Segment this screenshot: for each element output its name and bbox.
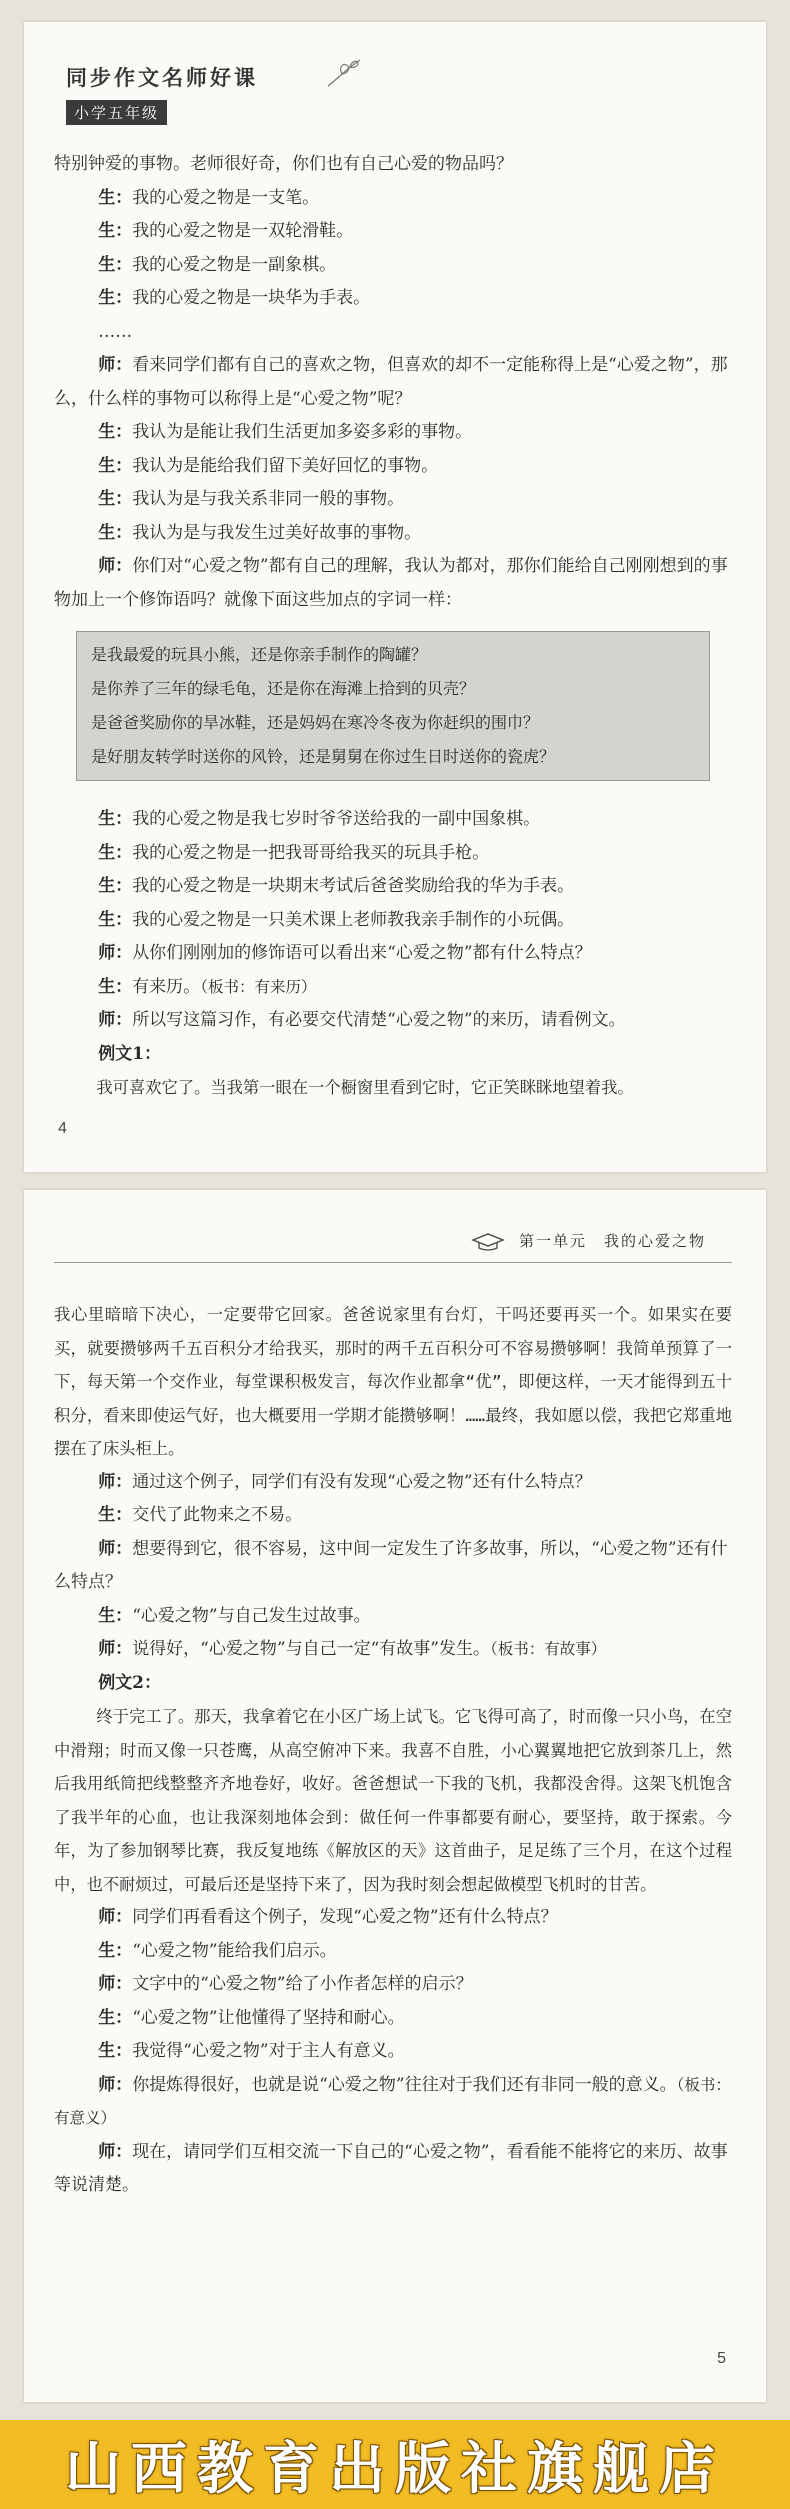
blackboard-note: （板书：有故事） xyxy=(489,1640,607,1658)
line-text: 同学们再看看这个例子，发现“心爱之物”还有什么特点？ xyxy=(132,1907,558,1927)
speaker-label: 师： xyxy=(98,943,133,963)
line-text: 我的心爱之物是一把我哥哥给我买的玩具手枪。 xyxy=(132,842,490,863)
unit-header xyxy=(471,1230,706,1251)
dialogue-line xyxy=(54,1968,732,2002)
example-phrase: 是好朋友转学时送你的风铃，还是舅舅在你过生日时送你的瓷虎？ xyxy=(91,747,556,766)
book-page-5 xyxy=(24,1190,766,2402)
speaker-label: 师： xyxy=(98,2074,133,2095)
dialogue-line xyxy=(54,1667,732,1701)
example-phrases-box xyxy=(76,631,710,781)
unit-title: 第一单元 我的心爱之物 xyxy=(518,1232,706,1250)
leaf-icon xyxy=(324,56,364,90)
book-page-4 xyxy=(24,22,766,1172)
line-text: 我的心爱之物是一块期末考试后爸爸奖励给我的华为手表。 xyxy=(132,876,575,896)
line-text: 看来同学们都有自己的喜欢之物，但喜欢的却不一定能称得上是“心爱之物”，那么，什么样的事物可以称得上是“心爱之物”呢？ xyxy=(54,355,728,409)
line-text: 我的心爱之物是一块华为手表。 xyxy=(132,288,371,308)
dialogue-line xyxy=(54,2035,732,2069)
speaker-label: 生： xyxy=(98,2041,133,2061)
text-line xyxy=(54,316,732,350)
line-text: 我认为是与我发生过美好故事的事物。 xyxy=(132,522,422,543)
speaker-label: 生： xyxy=(98,1605,133,1626)
speaker-label: 生： xyxy=(98,1505,133,1525)
line-text: 想要得到它，很不容易，这中间一定发生了许多故事，所以，“心爱之物”还有什么特点？ xyxy=(54,1538,728,1592)
dialogue-line xyxy=(54,517,732,551)
header-rule xyxy=(54,1262,732,1263)
dialogue-line xyxy=(54,837,732,871)
speaker-label: 生： xyxy=(98,909,133,930)
speaker-label: 生： xyxy=(98,288,133,308)
dialogue-line xyxy=(54,1600,732,1634)
dialogue-line xyxy=(54,483,732,517)
graduation-cap-icon xyxy=(471,1231,505,1251)
line-text: 我的心爱之物是我七岁时爷爷送给我的一副中国象棋。 xyxy=(132,809,541,829)
dialogue-line xyxy=(54,182,732,216)
blackboard-note: （板书：有来历） xyxy=(200,977,317,996)
blackboard-note: （板书：有意义） xyxy=(54,2075,731,2127)
page-number: 4 xyxy=(58,1120,67,1137)
line-text: 我觉得“心爱之物”对于主人有意义。 xyxy=(132,2041,405,2061)
dialogue-line xyxy=(54,2002,732,2036)
speaker-label: 生： xyxy=(98,489,133,509)
speaker-label: 生： xyxy=(98,842,133,863)
dialogue-line xyxy=(54,904,732,938)
dialogue-line xyxy=(54,1038,732,1072)
dialogue-line xyxy=(54,2069,732,2136)
dialogue-line xyxy=(54,1004,732,1038)
speaker-label: 师： xyxy=(98,1471,133,1492)
line-text: 我认为是能给我们留下美好回忆的事物。 xyxy=(132,455,439,476)
line-text: 我的心爱之物是一双轮滑鞋。 xyxy=(132,221,354,241)
line-text: 我的心爱之物是一只美术课上老师教我亲手制作的小玩偶。 xyxy=(132,909,575,930)
line-text: 通过这个例子，同学们有没有发现“心爱之物”还有什么特点？ xyxy=(132,1471,592,1492)
speaker-label: 生： xyxy=(98,422,133,442)
dialogue-line xyxy=(54,1633,732,1667)
line-text: 你提炼得很好，也就是说“心爱之物”往往对于我们还有非同一般的意义。 xyxy=(132,2074,677,2095)
line-text: 我认为是与我关系非同一般的事物。 xyxy=(132,489,405,509)
book-header xyxy=(66,62,258,125)
dialogue-line xyxy=(54,550,732,617)
dialogue-line xyxy=(54,1466,732,1500)
speaker-label: 生： xyxy=(98,976,133,997)
speaker-label: 师： xyxy=(98,1639,133,1659)
page-number: 5 xyxy=(717,2350,726,2367)
line-text: …… xyxy=(98,321,133,342)
speaker-label: 师： xyxy=(98,1010,133,1030)
dialogue-line xyxy=(54,1935,732,1969)
store-name: 山西教育出版社旗舰店 xyxy=(65,2436,725,2502)
example-essay-text: 我心里暗暗下决心，一定要带它回家。爸爸说家里有台灯，干吗还要再买一个。如果实在要买，就要攒够两千五百积分才给我买，那时的两千五百积分可不容易攒够啊！我简单预算了一下，每天第一个交作业，每堂课积极发言，每次作业都拿“优”，即便这样，一天才能得到五十积分，看来即使运气好，也大概要用一学期才能攒够啊！……最终，我如愿以偿，我把它郑重地摆在了床头柜上。 xyxy=(54,1305,732,1458)
example-essay-text: 我可喜欢它了。当我第一眼在一个橱窗里看到它时，它正笑眯眯地望着我。 xyxy=(96,1078,634,1097)
dialogue-line xyxy=(54,870,732,904)
line-text: “心爱之物”与自己发生过故事。 xyxy=(132,1605,371,1626)
line-text: “心爱之物”能给我们启示。 xyxy=(132,1940,337,1961)
line-text: 你们对“心爱之物”都有自己的理解，我认为都对，那你们能给自己刚刚想到的事物加上一个修饰语吗？就像下面这些加点的字词一样： xyxy=(54,556,728,610)
dialogue-line xyxy=(54,215,732,249)
dialogue-line xyxy=(54,349,732,416)
dialogue-line xyxy=(54,249,732,283)
line-text: 我的心爱之物是一支笔。 xyxy=(132,187,320,208)
dialogue-line xyxy=(54,1533,732,1600)
speaker-label: 师： xyxy=(98,1907,133,1927)
speaker-label: 生： xyxy=(98,254,133,275)
line-text: 从你们刚刚加的修饰语可以看出来“心爱之物”都有什么特点？ xyxy=(132,943,592,963)
speaker-label: 师： xyxy=(98,2141,133,2162)
dialogue-line xyxy=(54,1499,732,1533)
grade-badge: 小学五年级 xyxy=(66,100,167,125)
dialogue-line xyxy=(54,971,732,1005)
example-essay-text: 终于完工了。那天，我拿着它在小区广场上试飞。它飞得可高了，时而像一只小鸟，在空中滑翔；时而又像一只苍鹰，从高空俯冲下来。我喜不自胜，小心翼翼地把它放到茶几上，然后我用纸筒把线整整齐齐地卷好，收好。爸爸想试一下我的飞机，我都没舍得。这架飞机饱含了我半年的心血，也让我深刻地体会到：做任何一件事都要有耐心，要坚持，敢于探索。今年，为了参加钢琴比赛，我反复地练《解放区的天》这首曲子，足足练了三个月，在这个过程中，也不耐烦过，可最后还是坚持下来了，因为我时刻会想起做模型飞机时的甘苦。 xyxy=(54,1707,732,1894)
store-banner xyxy=(0,2420,790,2509)
text-line: 特别钟爱的事物。老师很好奇，你们也有自己心爱的物品吗？ xyxy=(54,154,513,174)
speaker-label: 师： xyxy=(98,556,133,576)
dialogue-line xyxy=(54,282,732,316)
line-text: 所以写这篇习作，有必要交代清楚“心爱之物”的来历，请看例文。 xyxy=(132,1010,626,1030)
line-text: 交代了此物来之不易。 xyxy=(132,1505,303,1525)
line-text: 文字中的“心爱之物”给了小作者怎样的启示？ xyxy=(132,1974,473,1994)
line-text: 说得好，“心爱之物”与自己一定“有故事”发生。 xyxy=(132,1639,490,1659)
speaker-label: 师： xyxy=(98,1974,133,1994)
speaker-label: 生： xyxy=(98,221,133,241)
speaker-label: 师： xyxy=(98,355,133,375)
line-text: 我认为是能让我们生活更加多姿多彩的事物。 xyxy=(132,422,473,442)
example-phrase: 是你养了三年的绿毛龟，还是你在海滩上拾到的贝壳？ xyxy=(91,679,476,698)
speaker-label: 生： xyxy=(98,1940,133,1961)
dialogue-line xyxy=(54,450,732,484)
example-phrase: 是爸爸奖励你的旱冰鞋，还是妈妈在寒冷冬夜为你赶织的围巾？ xyxy=(91,713,540,732)
speaker-label: 生： xyxy=(98,809,133,829)
line-text: “心爱之物”让他懂得了坚持和耐心。 xyxy=(132,2007,405,2028)
dialogue-line xyxy=(54,416,732,450)
speaker-label: 生： xyxy=(98,2007,133,2028)
page-5-body xyxy=(54,1298,732,2203)
line-text: 有来历。 xyxy=(132,976,201,997)
page-4-body xyxy=(54,148,732,1105)
speaker-label: 例文2： xyxy=(98,1672,162,1693)
speaker-label: 例文1： xyxy=(98,1043,162,1064)
speaker-label: 师： xyxy=(98,1538,133,1559)
dialogue-line xyxy=(54,937,732,971)
series-title: 同步作文名师好课 xyxy=(66,65,258,90)
example-phrase: 是我最爱的玩具小熊，还是你亲手制作的陶罐？ xyxy=(91,645,428,664)
dialogue-line xyxy=(54,1901,732,1935)
speaker-label: 生： xyxy=(98,187,133,208)
speaker-label: 生： xyxy=(98,522,133,543)
line-text: 我的心爱之物是一副象棋。 xyxy=(132,254,337,275)
speaker-label: 生： xyxy=(98,876,133,896)
speaker-label: 生： xyxy=(98,455,133,476)
line-text: 现在，请同学们互相交流一下自己的“心爱之物”，看看能不能将它的来历、故事等说清楚。 xyxy=(54,2141,728,2195)
dialogue-line xyxy=(54,803,732,837)
dialogue-line xyxy=(54,2136,732,2203)
